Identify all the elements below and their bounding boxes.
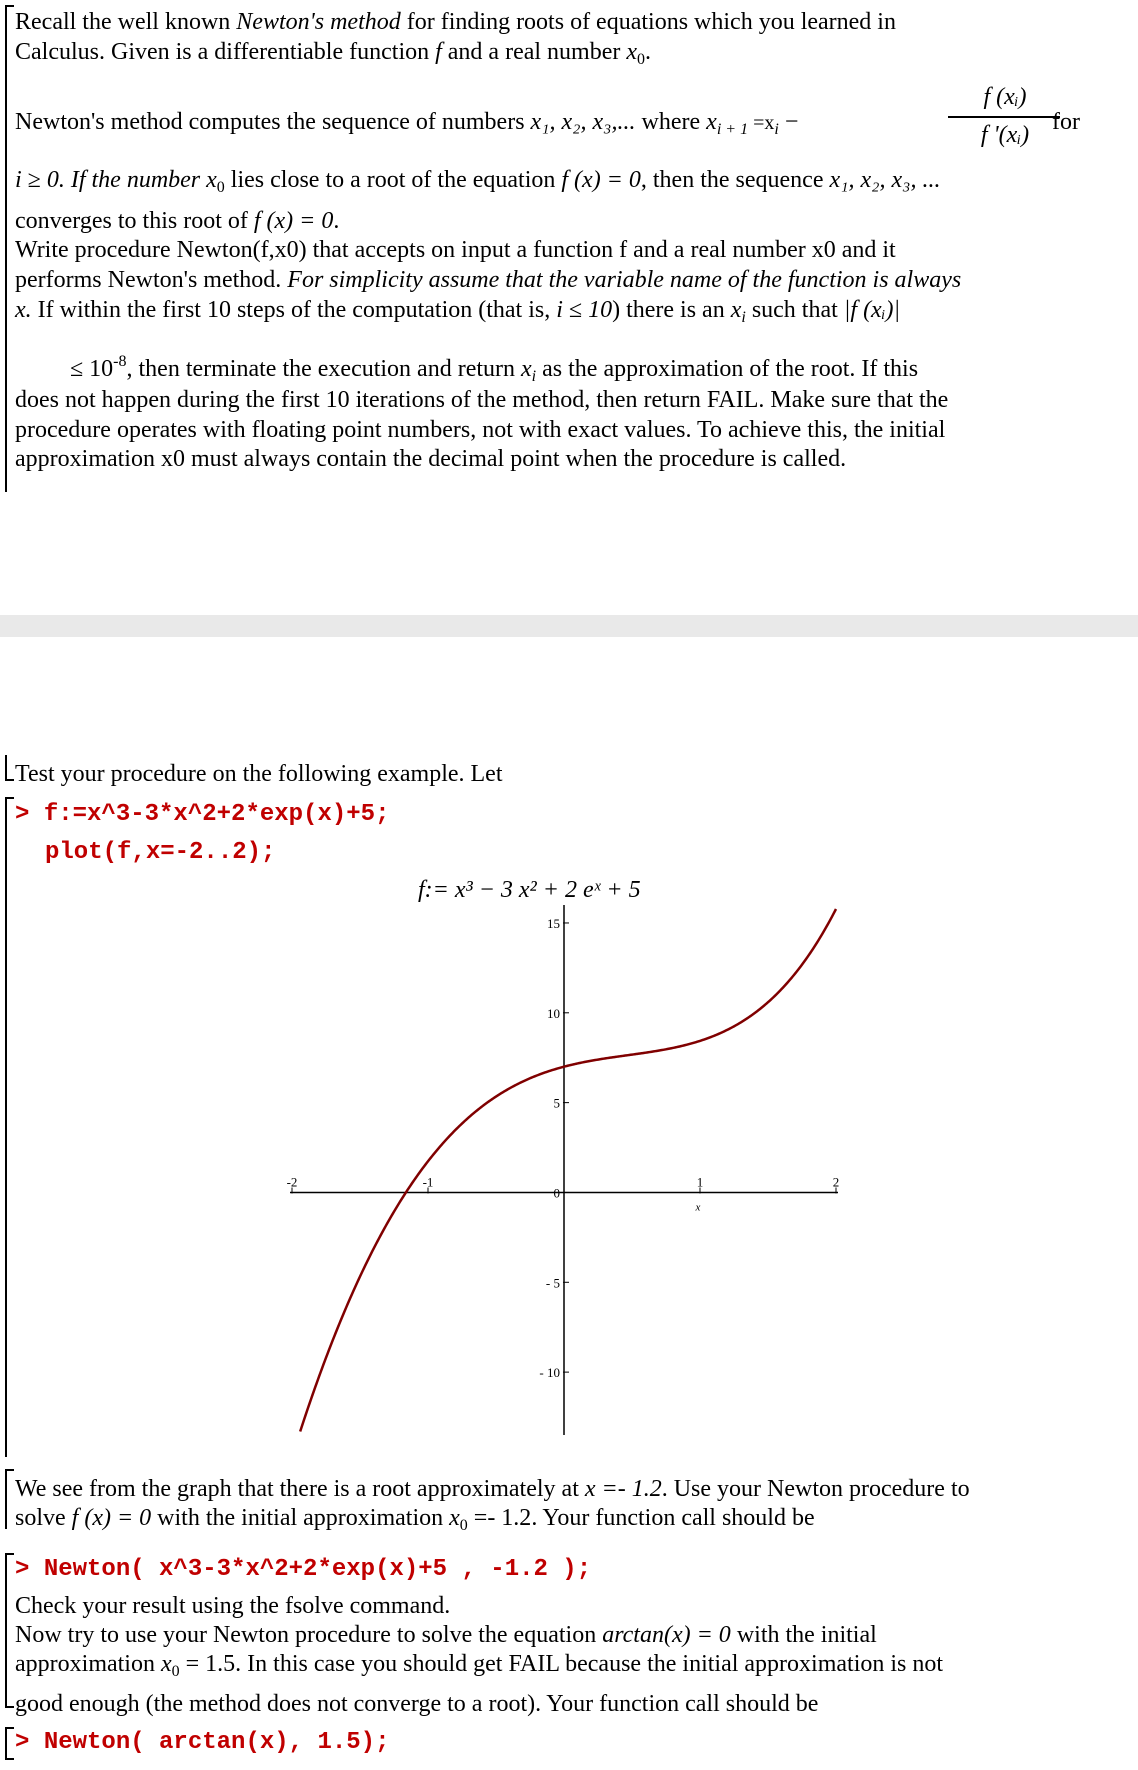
code-newton-1-text[interactable]: Newton( x^3-3*x^2+2*exp(x)+5 , -1.2 ); — [43, 1556, 592, 1583]
s1-line4: i ≥ 0. If the number $x_0$ lies close to a root of the equation f (x) = 0, then the sequence x₁, x₂, x₃, ... — [15, 167, 941, 196]
section3c-bracket-bottom — [5, 1758, 14, 1760]
s1-line2: Calculus. Given is a differentiable function f and a real number $x_0$. — [15, 39, 652, 68]
s1-line6: Write procedure Newton(f,x0) that accepts on input a function f and a real number x0 and it — [15, 237, 896, 263]
section-divider — [0, 615, 1138, 637]
s1-line3-for: for — [1052, 109, 1080, 135]
code-line-newton-call-1[interactable] — [15, 1555, 591, 1585]
section3b-bracket-top — [5, 1553, 14, 1555]
section3b-bracket-bottom — [5, 1706, 14, 1708]
prompt-symbol: > — [15, 801, 30, 828]
s1-line11: procedure operates with floating point numbers, not with exact values. To achieve this, the initial — [15, 417, 946, 443]
s3-line6: good enough (the method does not converge to a root). Your function call should be — [15, 1691, 819, 1717]
y-tick-label: 10 — [547, 1005, 560, 1021]
code-line-newton-call-2[interactable] — [15, 1728, 389, 1758]
y-tick-label: 15 — [547, 915, 560, 931]
function-curve — [300, 909, 836, 1432]
y-tick-label: 5 — [553, 1095, 560, 1111]
s3-line3: Check your result using the fsolve command. — [15, 1593, 451, 1619]
x-tick-label: 2 — [832, 1174, 840, 1190]
s1-line9: ≤ $10^{-8}$, then terminate the execution and return $x_i$ as the approximation of the root. If this — [70, 353, 919, 385]
x-tick-label: -1 — [422, 1174, 434, 1190]
s1-line12: approximation x0 must always contain the decimal point when the procedure is called. — [15, 446, 847, 472]
section3c-bracket-top — [5, 1727, 14, 1729]
s1-line3: Newton's method computes the sequence of numbers x₁, x₂, x₃,... where $x_{i + 1} =x_i$ − — [15, 109, 799, 138]
y-tick-label: 0 — [553, 1185, 560, 1201]
function-plot — [280, 905, 860, 1460]
s3-line4: Now try to use your Newton procedure to solve the equation arctan(x) = 0 with the initial — [15, 1622, 877, 1648]
section3-bracket — [5, 1469, 7, 1529]
y-tick-label: - 5 — [545, 1275, 560, 1291]
x-axis-label: x — [695, 1201, 701, 1214]
s3-line2: solve f (x) = 0 with the initial approximation $x_0 =- 1.2$. Your function call should be — [15, 1505, 815, 1534]
x-tick-label: -2 — [286, 1174, 298, 1190]
code-newton-2-text[interactable]: Newton( arctan(x), 1.5); — [43, 1729, 390, 1756]
section3c-bracket — [5, 1727, 7, 1760]
prompt-symbol: > — [15, 1729, 30, 1756]
code-line-f-definition[interactable] — [15, 800, 389, 830]
y-tick-label: - 10 — [539, 1365, 560, 1381]
newton-fraction-numerator: f (xᵢ) — [983, 84, 1027, 110]
s3-line5: approximation $x_0 = 1.5$. In this case you should get FAIL because the initial approximation is not — [15, 1651, 944, 1680]
s1-line10: does not happen during the first 10 iterations of the method, then return FAIL. Make sure that the — [15, 387, 949, 413]
s1-line5: converges to this root of f (x) = 0. — [15, 208, 340, 234]
section2-text-bracket-bottom — [5, 779, 14, 781]
s3-line1: We see from the graph that there is a root approximately at x =- 1.2. Use your Newton procedure to — [15, 1476, 970, 1502]
execution-group-bracket-top — [5, 797, 14, 799]
s1-line8: x. If within the first 10 steps of the computation (that is, i ≤ 10) there is an $x_i$ such that |f (xᵢ)| — [15, 297, 901, 326]
prompt-symbol: > — [15, 1556, 30, 1583]
newton-fraction-bar — [948, 116, 1060, 118]
section3-bracket-top — [5, 1469, 14, 1471]
code-f-text[interactable]: f:=x^3-3*x^2+2*exp(x)+5; — [43, 801, 390, 828]
code-line-plot[interactable]: plot(f,x=-2..2); — [45, 839, 276, 866]
section3b-bracket — [5, 1553, 7, 1708]
section1-bracket — [5, 5, 7, 492]
math-output-f: f:= x³ − 3 x² + 2 eˣ + 5 — [418, 877, 641, 903]
s1-line1: Recall the well known Newton's method for finding roots of equations which you learned in — [15, 9, 896, 35]
section2-text-bracket — [5, 755, 7, 780]
section1-bracket-top — [5, 5, 14, 7]
test-intro-line: Test your procedure on the following example. Let — [15, 761, 503, 787]
s1-line7: performs Newton's method. For simplicity assume that the variable name of the function is always — [15, 267, 962, 293]
newton-fraction-denominator: f '(xᵢ) — [980, 122, 1030, 148]
x-tick-label: 1 — [696, 1174, 704, 1190]
execution-group-bracket — [5, 797, 7, 1457]
